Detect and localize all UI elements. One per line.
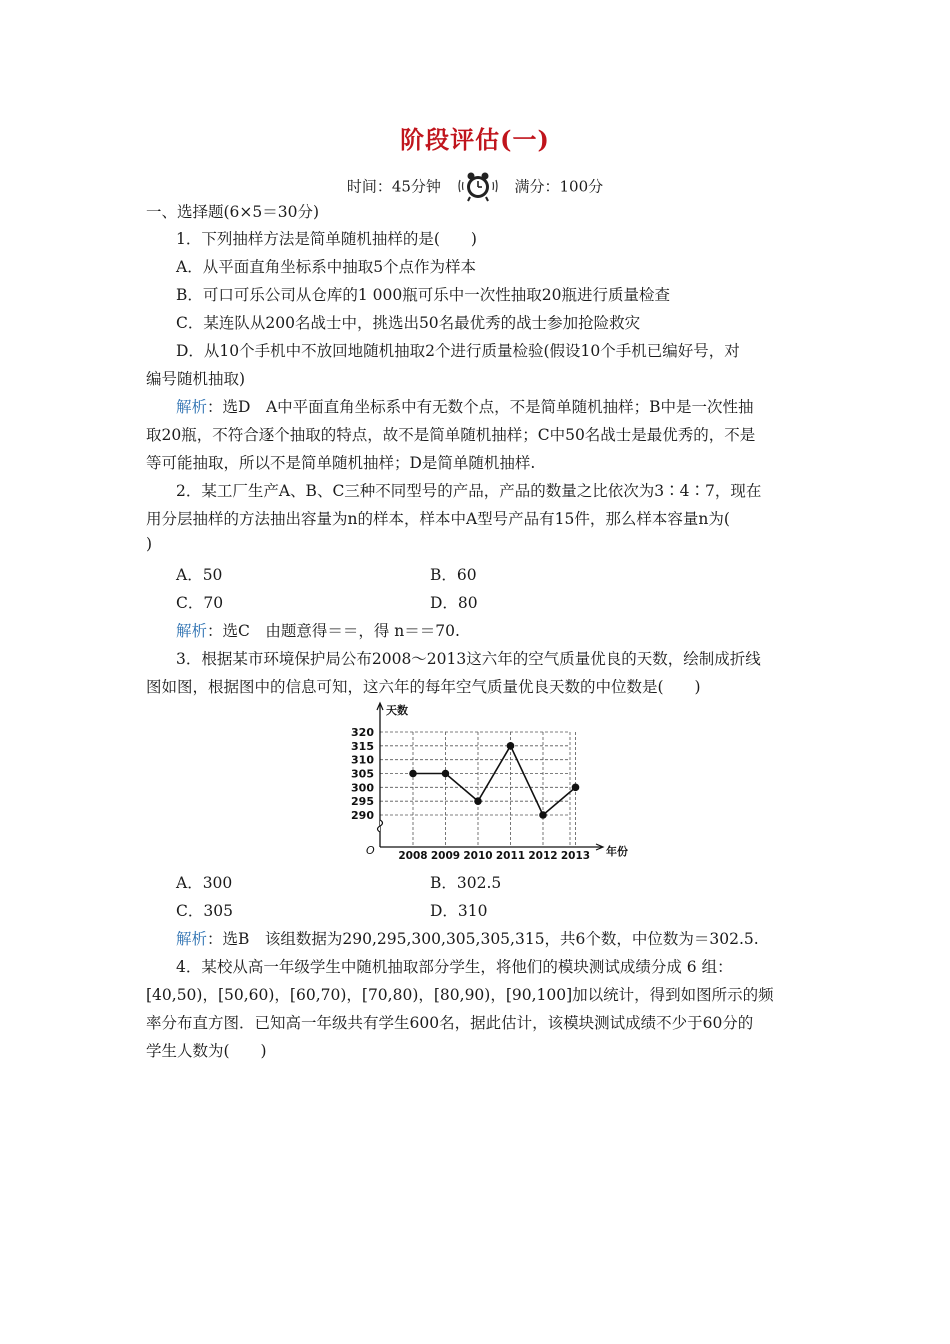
q3-option-a: A．300 xyxy=(176,874,233,892)
q3-stem-line1: 3．根据某市环境保护局公布2008～2013这六年的空气质量优良的天数，绘制成折线 xyxy=(176,650,761,668)
y-tick-label: 305 xyxy=(351,767,374,781)
y-tick-label: 320 xyxy=(351,726,374,739)
q4-stem-line2: [40,50)，[50,60)，[60,70)，[70,80)，[80,90)，[90,100]加以统计，得到如图所示的频 xyxy=(146,986,774,1004)
y-tick-label: 300 xyxy=(351,781,374,795)
q2-solution: 解析：选C 由题意得＝＝，得 n＝＝70. xyxy=(176,622,460,640)
q4-stem-line4: 学生人数为( ) xyxy=(146,1042,267,1060)
q1-option-a: A．从平面直角坐标系中抽取5个点作为样本 xyxy=(176,258,477,276)
q2-option-b: B．60 xyxy=(430,566,477,584)
q2-option-c: C．70 xyxy=(176,594,224,612)
q4-stem-line1: 4．某校从高一年级学生中随机抽取部分学生，将他们的模块测试成绩分成 6 组： xyxy=(176,958,733,976)
q1-option-d-line2: 编号随机抽取) xyxy=(146,370,246,388)
q3-solution: 解析：选B 该组数据为290,295,300,305,305,315，共6个数，中位数为＝302.5. xyxy=(176,930,759,948)
x-axis-label: 年份 xyxy=(606,845,628,858)
x-tick-label: 2009 xyxy=(430,850,461,862)
q3-stem-line2: 图如图，根据图中的信息可知，这六年的每年空气质量优良天数的中位数是( ) xyxy=(146,678,701,696)
chart-y-ticks xyxy=(351,726,374,822)
q1-option-d-line1: D．从10个手机中不放回地随机抽取2个进行质量检验(假设10个手机已编好号，对 xyxy=(176,342,740,360)
data-point xyxy=(474,797,482,805)
q2-stem-line1: 2．某工厂生产A、B、C三种不同型号的产品，产品的数量之比依次为3∶4∶7，现在 xyxy=(176,482,762,500)
x-tick-label: 2012 xyxy=(528,850,558,862)
page-title: 阶段评估(一) xyxy=(400,125,550,154)
y-axis-label: 天数 xyxy=(386,704,408,717)
air-quality-line-chart xyxy=(340,700,640,865)
data-point xyxy=(572,784,580,792)
alarm-clock-icon xyxy=(456,170,500,202)
q1-solution-line3: 等可能抽取，所以不是简单随机抽样；D是简单随机抽样. xyxy=(146,454,536,472)
data-point xyxy=(442,770,450,778)
q2-option-a: A．50 xyxy=(176,566,223,584)
q3-option-d: D．310 xyxy=(430,902,488,920)
x-tick-label: 2011 xyxy=(495,850,526,862)
chart-x-ticks xyxy=(398,850,590,862)
q2-stem-line2: 用分层抽样的方法抽出容量为n的样本，样本中A型号产品有15件，那么样本容量n为( xyxy=(146,510,730,528)
q1-solution-line1: 解析：选D A中平面直角坐标系中有无数个点，不是简单随机抽样；B中是一次性抽 xyxy=(176,398,754,416)
q4-stem-line3: 率分布直方图．已知高一年级共有学生600名，据此估计，该模块测试成绩不少于60分的 xyxy=(146,1014,754,1032)
data-point xyxy=(507,742,515,750)
data-point xyxy=(539,811,547,819)
data-point xyxy=(409,770,417,778)
solution-label: 解析 xyxy=(176,398,208,416)
q1-option-c: C．某连队从200名战士中，挑选出50名最优秀的战士参加抢险救灾 xyxy=(176,314,641,332)
y-tick-label: 310 xyxy=(351,753,374,767)
section-heading: 一、选择题(6×5＝30分) xyxy=(146,203,320,221)
solution-label: 解析 xyxy=(176,622,208,640)
y-tick-label: 290 xyxy=(351,809,374,822)
q3-option-b: B．302.5 xyxy=(430,874,502,892)
q1-stem: 1．下列抽样方法是简单随机抽样的是( ) xyxy=(176,230,477,248)
q1-option-b: B．可口可乐公司从仓库的1 000瓶可乐中一次性抽取20瓶进行质量检查 xyxy=(176,286,670,304)
q2-option-d: D．80 xyxy=(430,594,478,612)
x-tick-label: 2010 xyxy=(463,850,493,862)
origin-label: O xyxy=(366,844,375,857)
q3-option-c: C．305 xyxy=(176,902,233,920)
x-tick-label: 2013 xyxy=(560,850,591,862)
y-tick-label: 295 xyxy=(351,795,374,809)
time-limit: 时间：45分钟 xyxy=(346,177,441,196)
y-tick-label: 315 xyxy=(351,739,374,753)
full-score: 满分：100分 xyxy=(514,177,604,196)
x-tick-label: 2008 xyxy=(398,850,428,862)
axis-break-mark xyxy=(378,820,383,832)
q1-solution-line2: 取20瓶，不符合逐个抽取的特点，故不是简单随机抽样；C中50名战士是最优秀的，不是 xyxy=(146,426,756,444)
q2-stem-line3: ) xyxy=(146,535,153,553)
chart-grid xyxy=(380,732,576,847)
solution-label: 解析 xyxy=(176,930,208,948)
exam-meta xyxy=(0,170,950,202)
series-line xyxy=(413,746,576,815)
chart-points xyxy=(409,742,579,819)
